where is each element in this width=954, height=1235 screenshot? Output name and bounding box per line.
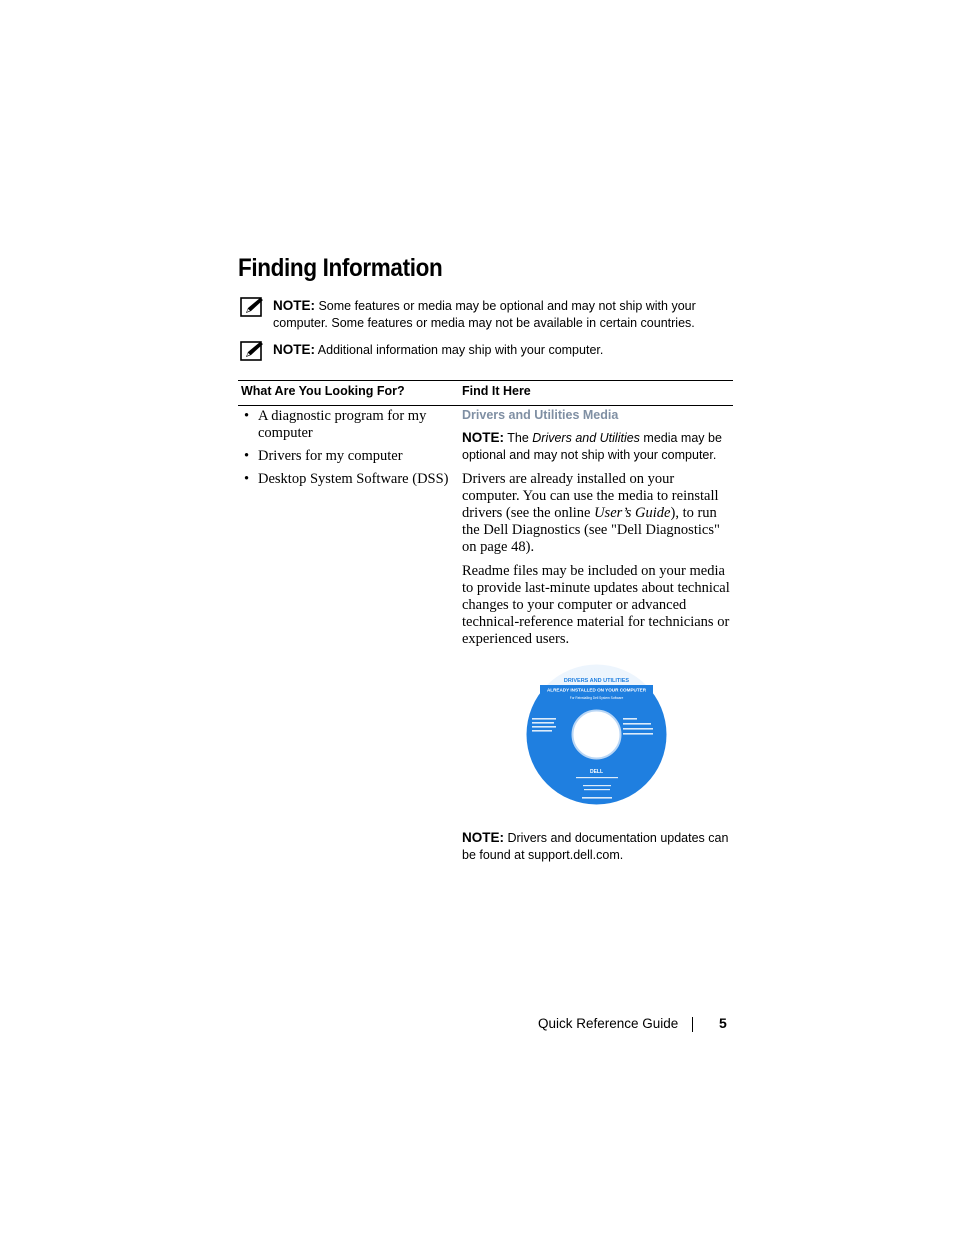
svg-text:For Reinstalling Dell System S: For Reinstalling Dell System Software bbox=[569, 696, 624, 700]
find-it-here-cell bbox=[462, 408, 730, 655]
header-find-it-here: Find It Here bbox=[462, 384, 531, 398]
footer-title: Quick Reference Guide bbox=[538, 1016, 679, 1031]
drivers-paragraph: Drivers are already installed on your computer. You can use the media to reinstall drivers (see the online User’s Guide), to run the Dell Diagnostics (see "Dell Diagnostics" on page 48). bbox=[462, 471, 720, 555]
support-link[interactable]: support.dell.com bbox=[528, 848, 620, 862]
table-top-rule bbox=[238, 380, 733, 381]
looking-for-list bbox=[244, 408, 454, 494]
svg-text:ALREADY INSTALLED ON YOUR COMP: ALREADY INSTALLED ON YOUR COMPUTER bbox=[546, 687, 647, 693]
list-item: • A diagnostic program for my computer bbox=[244, 408, 454, 442]
note-label: NOTE: bbox=[273, 298, 315, 313]
list-item: • Drivers for my computer bbox=[244, 448, 454, 465]
list-item: • Desktop System Software (DSS) bbox=[244, 471, 454, 488]
page-title: Finding Information bbox=[238, 254, 443, 282]
note-label: NOTE: bbox=[273, 342, 315, 357]
note-pencil-icon bbox=[240, 341, 264, 361]
note-text: Some features or media may be optional and may not ship with your computer. Some features or media may not be available in certain countries. bbox=[273, 299, 696, 330]
note-label: NOTE: bbox=[462, 830, 504, 845]
section-heading: Drivers and Utilities Media bbox=[462, 408, 619, 422]
note-text: Additional information may ship with your computer. bbox=[315, 343, 604, 357]
drivers-utilities-disc-image bbox=[526, 664, 667, 805]
table-header-rule bbox=[238, 405, 733, 406]
header-looking-for: What Are You Looking For? bbox=[241, 384, 405, 398]
media-note: NOTE: The Drivers and Utilities media may be optional and may not ship with your computer. bbox=[462, 430, 722, 462]
note-label: NOTE: bbox=[462, 430, 504, 445]
note-pencil-icon bbox=[240, 297, 264, 317]
dell-logo: DELL bbox=[589, 769, 604, 775]
svg-text:DRIVERS AND UTILITIES: DRIVERS AND UTILITIES bbox=[563, 678, 630, 684]
readme-paragraph: Readme files may be included on your media to provide last-minute updates about technical changes to your computer or advanced technical-reference material for technicians or experienced users. bbox=[462, 563, 730, 647]
footer-divider bbox=[692, 1017, 693, 1032]
page-number: 5 bbox=[719, 1015, 727, 1031]
updates-note: NOTE: Drivers and documentation updates can be found at support.dell.com. bbox=[462, 830, 729, 862]
